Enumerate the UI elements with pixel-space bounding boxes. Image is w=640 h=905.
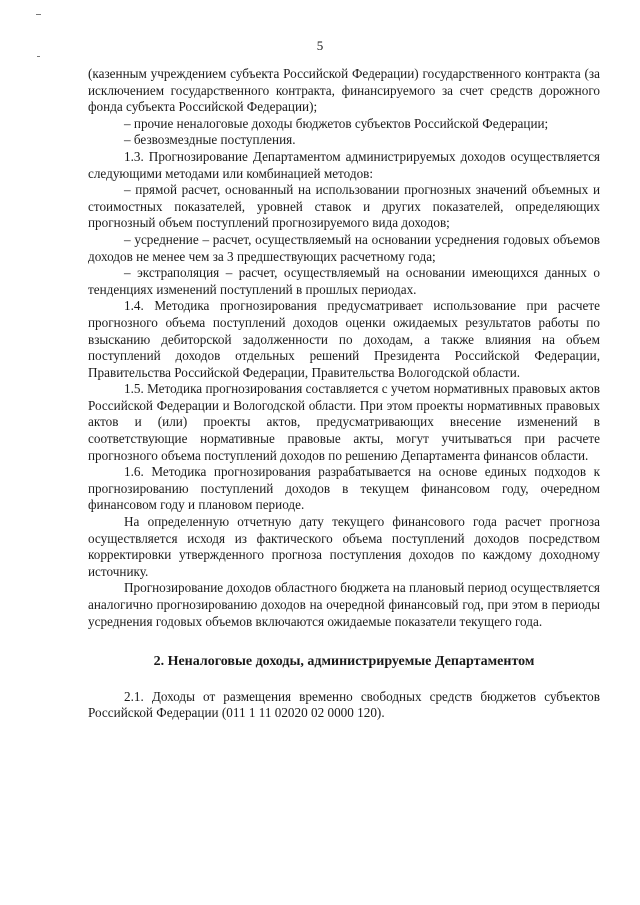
section-heading: 2. Неналоговые доходы, администрируемые Департаментом	[153, 654, 535, 670]
document-body	[88, 66, 600, 722]
paragraph: 2.1. Доходы от размещения временно свободных средств бюджетов субъектов Российской Федерации (011 1 11 02020 02 0000 120).	[88, 688, 600, 721]
paragraph: На определенную отчетную дату текущего финансового года расчет прогноза осуществляется исходя из фактического объема поступлений доходов посредством корректировки утвержденного прогноза поступления доходов по каждому доходному источнику.	[88, 514, 600, 579]
paragraph: 1.3. Прогнозирование Департаментом администрируемых доходов осуществляется следующими методами или комбинацией методов:	[88, 148, 600, 181]
paragraph: (казенным учреждением субъекта Российской Федерации) государственного контракта (за исключением государственного контракта, финансируемого за счет средств дорожного фонда субъекта Российской Федерации);	[88, 66, 600, 115]
paragraph: 1.5. Методика прогнозирования составляется с учетом нормативных правовых актов Российской Федерации и Вологодской области. При этом проекты нормативных правовых актов и (или) проекты актов, предусматривающих внесение изменений в соответствующие нормативные правовые акты, могут учитываться при расчете прогнозного объема поступлений доходов по решению Департамента финансов области.	[88, 381, 600, 463]
list-item: – прочие неналоговые доходы бюджетов субъектов Российской Федерации;	[124, 115, 549, 131]
paragraph: Прогнозирование доходов областного бюджета на плановый период осуществляется аналогично прогнозированию доходов на очередной финансовый год, при этом в периоды усреднения годовых объемов включаются ожидаемые показатели текущего года.	[88, 580, 600, 629]
list-item: – безвозмездные поступления.	[124, 132, 296, 148]
page-number: 5	[316, 38, 324, 53]
list-item: – усреднение – расчет, осуществляемый на основании усреднения годовых объемов доходов не менее чем за 3 предшествующих расчетному года;	[88, 231, 600, 264]
scan-artifact	[36, 14, 41, 15]
scan-artifact	[37, 56, 40, 57]
paragraph: 1.4. Методика прогнозирования предусматривает использование при расчете прогнозного объема поступлений доходов оценки ожидаемых результатов работы по взысканию дебиторской задолженности по доходам, а также влияния на объем поступлений доходов отдельных решений Президента Российской Федерации, Правительства Российской Федерации, Правительства Вологодской области.	[88, 298, 600, 380]
list-item: – прямой расчет, основанный на использовании прогнозных значений объемных и стоимостных показателей, уровней ставок и других показателей, определяющих прогнозный объем поступлений прогнозируемого вида доходов;	[88, 182, 600, 231]
list-item: – экстраполяция – расчет, осуществляемый на основании имеющихся данных о тенденциях изменений поступлений в прошлых периодах.	[88, 265, 600, 297]
paragraph: 1.6. Методика прогнозирования разрабатывается на основе единых подходов к прогнозированию поступлений доходов в текущем финансовом году, очередном финансовом году и плановом периоде.	[88, 464, 600, 513]
